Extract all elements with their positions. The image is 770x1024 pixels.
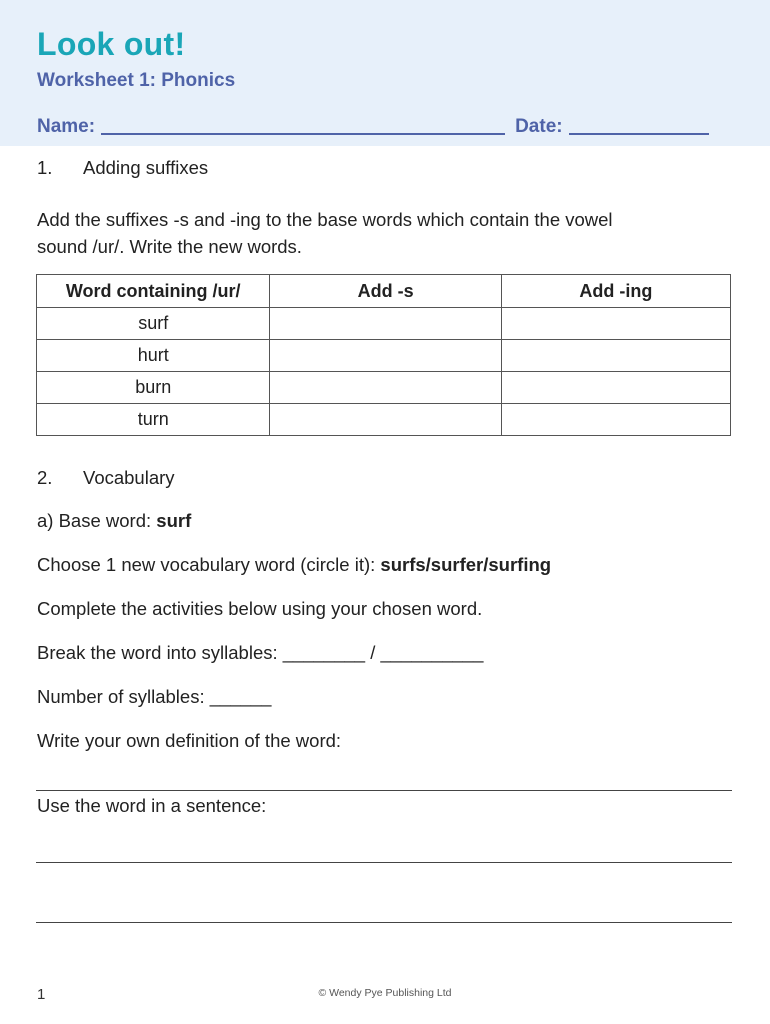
number-of-syllables-prompt: Number of syllables: ______ xyxy=(37,686,272,707)
choose-label: Choose 1 new vocabulary word (circle it): xyxy=(37,554,376,575)
add-s-cell[interactable] xyxy=(270,404,501,436)
add-ing-cell[interactable] xyxy=(501,340,730,372)
add-ing-cell[interactable] xyxy=(501,372,730,404)
table-header: Word containing /ur/ xyxy=(37,275,270,308)
worksheet-subtitle: Worksheet 1: Phonics xyxy=(37,70,236,91)
base-word: surf xyxy=(156,510,192,531)
table-row xyxy=(37,308,731,340)
table-header: Add -ing xyxy=(501,275,730,308)
table-row xyxy=(37,372,731,404)
table-row xyxy=(37,404,731,436)
date-field[interactable] xyxy=(569,115,709,135)
table-header: Add -s xyxy=(270,275,501,308)
add-s-cell[interactable] xyxy=(270,372,501,404)
section1-number: 1. xyxy=(37,157,53,178)
base-word-cell: turn xyxy=(37,404,270,436)
add-s-cell[interactable] xyxy=(270,340,501,372)
definition-write-line[interactable] xyxy=(36,790,732,791)
section1-heading: Adding suffixes xyxy=(83,157,209,178)
base-word-line xyxy=(37,510,191,532)
syllables-break-prompt: Break the word into syllables: ________ / __________ xyxy=(37,642,484,663)
choose-word-line xyxy=(37,554,551,576)
page-number: 1 xyxy=(37,986,46,1003)
name-field[interactable] xyxy=(101,115,505,135)
base-word-cell: surf xyxy=(37,308,270,340)
name-label: Name: xyxy=(37,116,96,137)
vocabulary-options[interactable]: surfs/surfer/surfing xyxy=(380,554,552,575)
table-row xyxy=(37,340,731,372)
add-s-cell[interactable] xyxy=(270,308,501,340)
date-label: Date: xyxy=(515,116,563,137)
definition-prompt: Write your own definition of the word: xyxy=(37,730,342,751)
sentence-write-line-1[interactable] xyxy=(36,862,732,863)
sentence-prompt: Use the word in a sentence: xyxy=(37,795,267,816)
sentence-write-line-2[interactable] xyxy=(36,922,732,923)
page-title: Look out! xyxy=(37,26,186,62)
table-header-row xyxy=(37,275,731,308)
add-ing-cell[interactable] xyxy=(501,308,730,340)
copyright-notice: © Wendy Pye Publishing Ltd xyxy=(318,987,452,999)
suffix-table xyxy=(36,274,731,436)
add-ing-cell[interactable] xyxy=(501,404,730,436)
section2-heading: Vocabulary xyxy=(83,467,175,488)
base-word-cell: burn xyxy=(37,372,270,404)
section1-instruction-line2: sound /ur/. Write the new words. xyxy=(37,236,302,257)
name-date-row xyxy=(37,112,709,138)
base-word-cell: hurt xyxy=(37,340,270,372)
section1-instruction-line1: Add the suffixes -s and -ing to the base words which contain the vowel xyxy=(37,209,613,230)
complete-instruction: Complete the activities below using your chosen word. xyxy=(37,598,483,619)
base-word-label: a) Base word: xyxy=(37,510,152,531)
section2-number: 2. xyxy=(37,467,53,488)
